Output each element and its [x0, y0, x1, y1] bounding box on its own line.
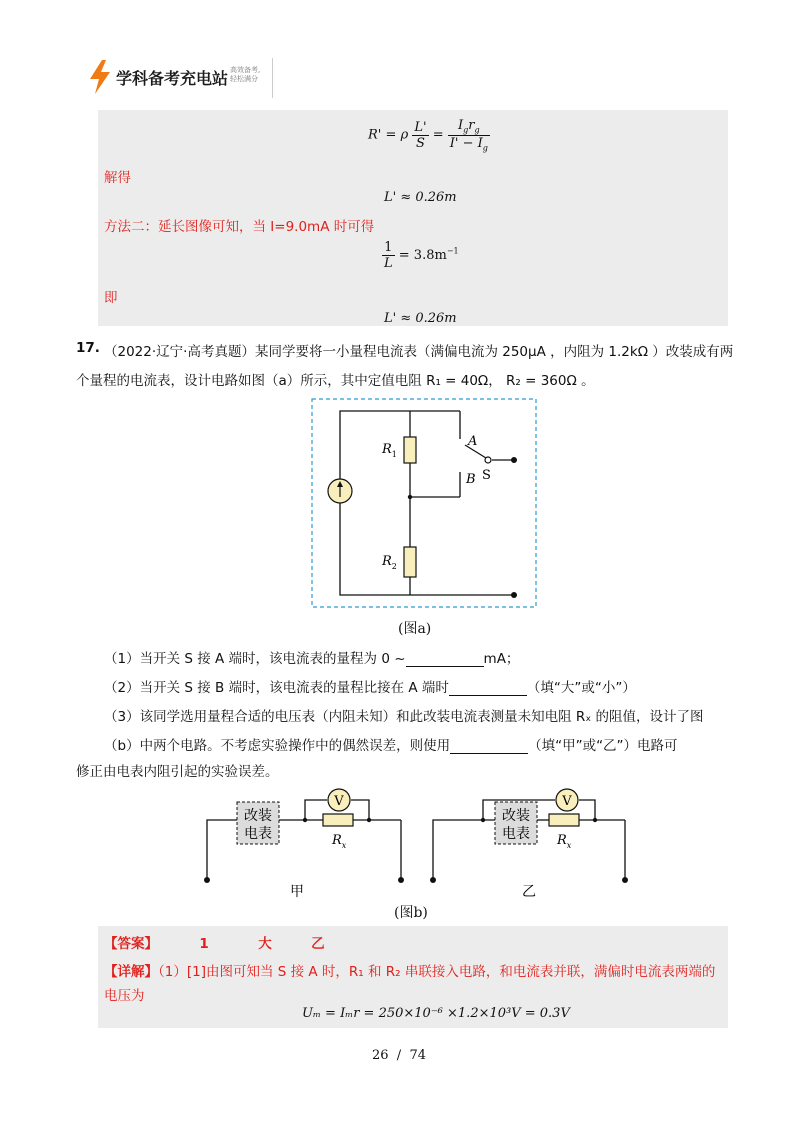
- label-a: A: [468, 434, 478, 449]
- sub-question-2: （2）当开关 S 接 B 端时，该电流表的量程比接在 A 端时 （填“大”或“小”）: [104, 680, 636, 696]
- equation-length-2: L' ≈ 0.26m: [384, 311, 457, 326]
- sub-question-3-line2: （b）中两个电路。不考虑实验操作中的偶然误差，则使用 （填“甲”或“乙”）电路可: [104, 738, 678, 754]
- equation-length: L' ≈ 0.26m: [384, 190, 457, 205]
- answer-blank-2[interactable]: [449, 682, 527, 696]
- question-line2: 个量程的电流表，设计电路如图（a）所示，其中定值电阻 R₁ = 40Ω， R₂ = 360Ω 。: [76, 373, 595, 389]
- answer-blank-3[interactable]: [450, 740, 528, 754]
- detail-line1: 【详解】（1）[1]由图可知当 S 接 A 时，R₁ 和 R₂ 串联接入电路，和电流表并联，满偏时电流表两端的: [104, 964, 716, 980]
- figure-a-caption: (图a): [398, 621, 432, 637]
- circuit-yi: [430, 789, 628, 900]
- sub-question-3-line3: 修正由电表内阻引起的实验误差。: [76, 764, 279, 780]
- svg-text:V: V: [562, 794, 572, 809]
- resistor-r2: [404, 547, 416, 577]
- equation-reciprocal: $\frac{1}{L}$ = $3.8m^{-1}$: [384, 240, 459, 271]
- resistor-rx-left: [323, 814, 353, 826]
- label-jia: 甲: [290, 884, 304, 900]
- logo-divider: [272, 58, 273, 98]
- svg-text:电表: 电表: [502, 826, 530, 842]
- svg-text:V: V: [334, 794, 344, 809]
- circuit-jia: [204, 789, 404, 900]
- method-two-text: 方法二：延长图像可知，当 I=9.0mA 时可得: [104, 219, 375, 235]
- slogan-line2: 轻松满分: [230, 75, 258, 83]
- answer-row: 【答案】 1 大 乙: [104, 936, 325, 952]
- svg-text:Rx: $R_x$: [557, 833, 572, 850]
- label-yi: 乙: [522, 884, 536, 900]
- answer-value-3: 乙: [311, 936, 325, 952]
- ji-label: 即: [104, 290, 118, 306]
- jiede-label: 解得: [104, 170, 131, 186]
- equation-voltage: Uₘ = Iₘr = 250×10⁻⁶ ×1.2×10³V = 0.3V: [302, 1006, 570, 1021]
- resistor-rx-right: [549, 814, 579, 826]
- sub-question-1: （1）当开关 S 接 A 端时，该电流表的量程为 0 ~ mA；: [104, 651, 520, 667]
- label-s: S: [482, 468, 491, 483]
- equation-resistance: R' = ρ $\frac{L'}{S}$ = $\frac{I_gr_g}{I' - I_g}$: [368, 118, 488, 153]
- slogan-line1: 高效备考,: [230, 66, 261, 74]
- terminal-bottom: [511, 592, 517, 598]
- figure-b-caption: (图b): [394, 905, 428, 921]
- header-logo: [84, 58, 274, 98]
- svg-text:改装: 改装: [244, 808, 272, 824]
- svg-text:电表: 电表: [244, 826, 272, 842]
- junction: [408, 495, 412, 499]
- answer-value-2: 大: [258, 936, 272, 952]
- resistor-r1: [404, 437, 416, 463]
- question-line1: （2022·辽宁·高考真题）某同学要将一小量程电流表（满偏电流为 250μA ，内阻为 1.2kΩ ）改装成有两: [104, 344, 734, 360]
- logo-text: 学科备考充电站: [116, 69, 229, 88]
- lightning-icon: [88, 60, 112, 94]
- label-b: B: [466, 472, 476, 487]
- label-r2: $R_2$: [382, 554, 397, 571]
- svg-text:改装: 改装: [502, 808, 530, 824]
- question-number: 17.: [76, 340, 100, 356]
- page-number: 26 / 74: [372, 1048, 426, 1063]
- terminal-top: [511, 457, 517, 463]
- sub-question-3-line1: （3）该同学选用量程合适的电压表（内阻未知）和此改装电流表测量未知电阻 Rₓ 的阻值，设计了图: [104, 709, 704, 725]
- circuit-figure-a: [310, 397, 540, 609]
- answer-value-1: 1: [199, 936, 209, 952]
- label-r1: $R_1$: [382, 442, 397, 459]
- circuit-figure-b: [195, 780, 635, 904]
- answer-blank-1[interactable]: [406, 653, 484, 667]
- detail-line2: 电压为: [104, 988, 145, 1004]
- svg-text:Rx: $R_x$: [332, 833, 347, 850]
